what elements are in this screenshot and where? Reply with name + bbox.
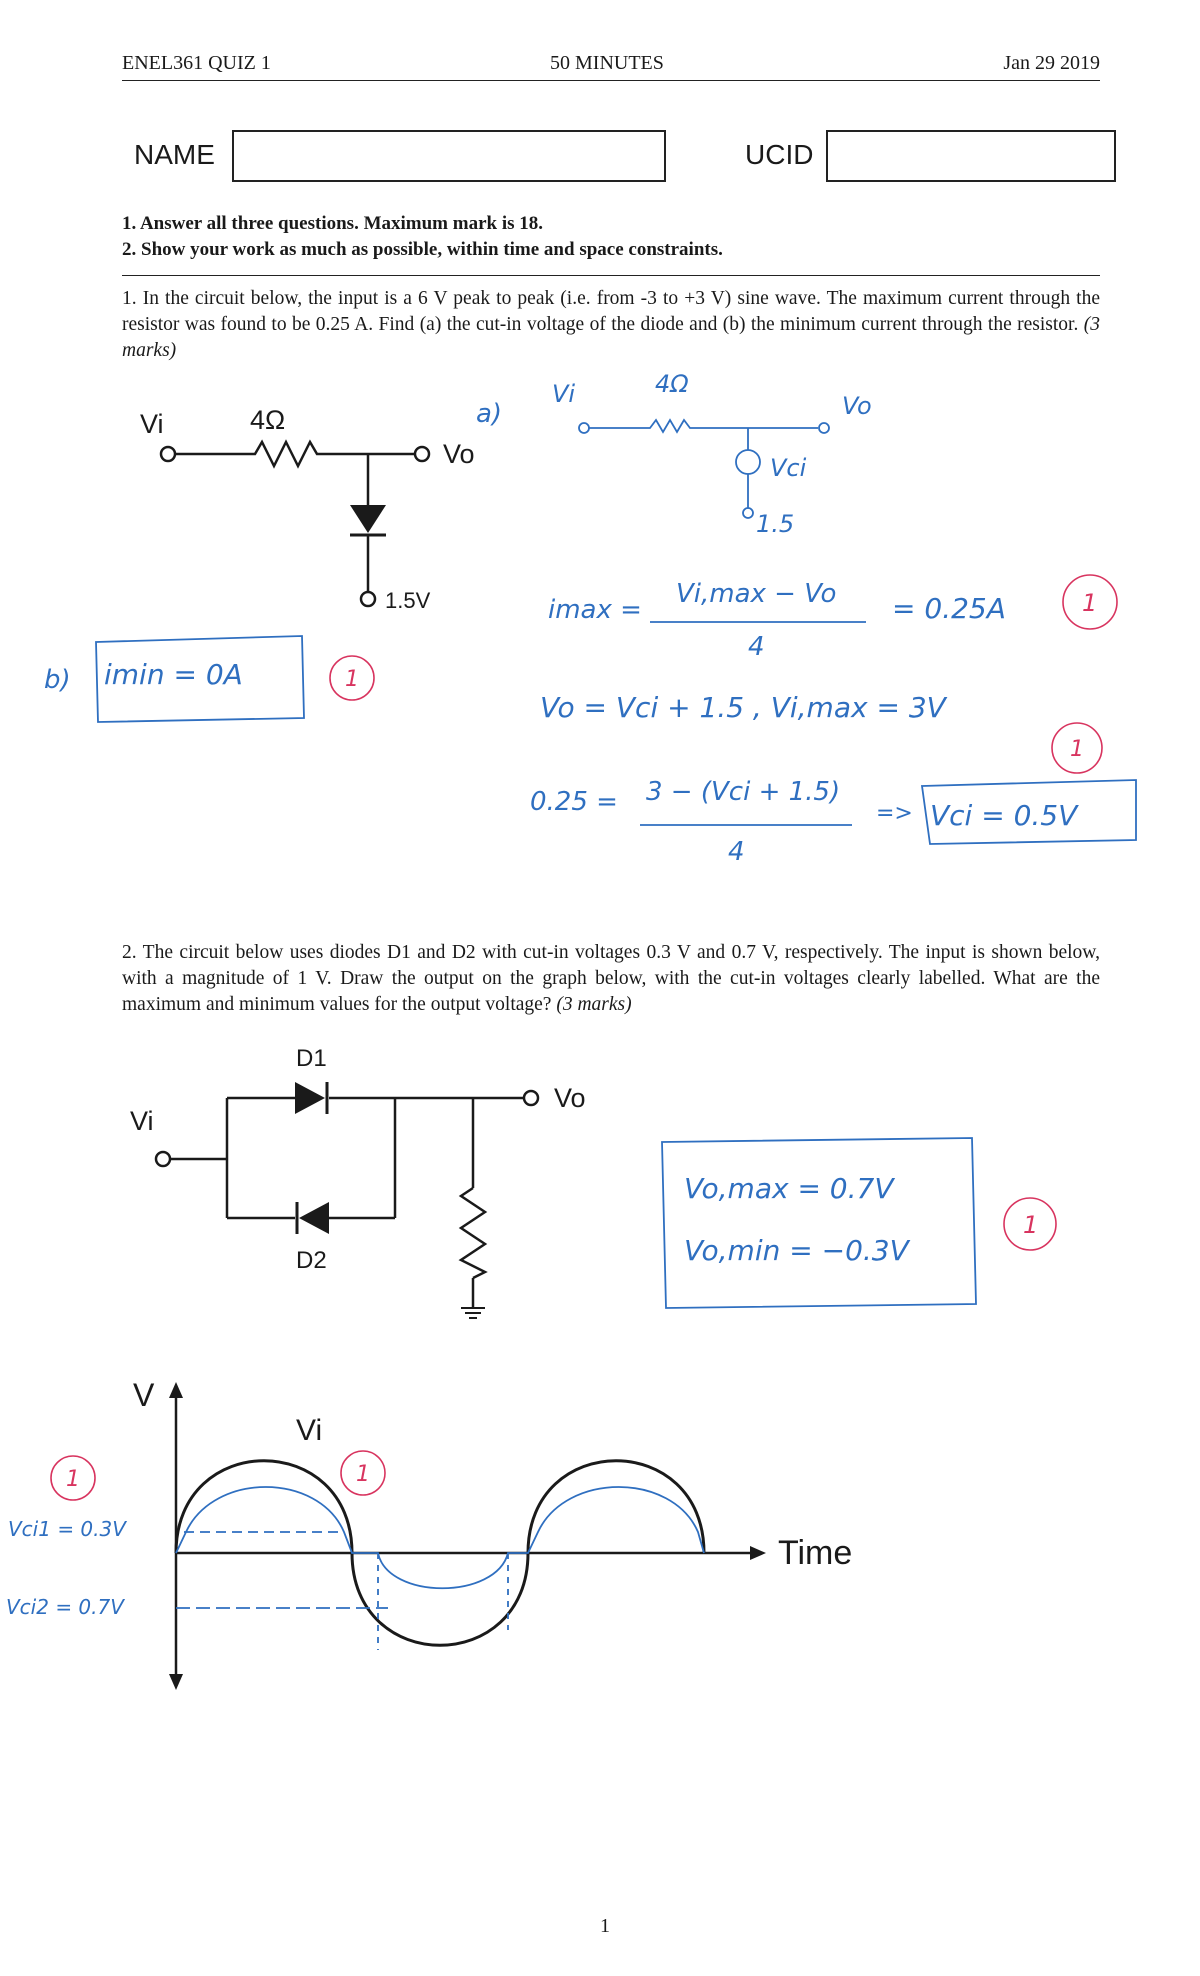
ucid-field[interactable] [826,130,1116,182]
q1-part-a-label: a) [476,399,503,429]
q1-source-label: 1.5V [385,588,431,613]
q2-d1-label: D1 [296,1045,327,1072]
name-label: NAME [134,139,215,170]
question-1-marks: (3 marks) [122,314,1100,361]
q1-resistor-label: 4Ω [250,405,286,435]
q2-vo-min: Vo,min = −0.3V [684,1234,909,1267]
output-waveform [176,1487,704,1650]
q1-sketch-src: 1.5 [756,510,795,538]
q1-mark-a: 1 [1070,737,1084,762]
q2-graph [0,1360,900,1700]
question-2-body: 2. The circuit below uses diodes D1 and D2 with cut-in voltages 0.3 V and 0.7 V, respectively. The input is shown below, with a magnitude of 1 V. Draw the output on the graph below, with the cut-in voltages clearly labelled. What are the maximum and minimum values for the output voltage? [122,942,1100,1015]
graph-y-label: V [133,1377,155,1413]
graph-curve-label: Vi [296,1414,323,1447]
q1-mark-b: 1 [345,667,359,692]
q2-circuit [120,1040,640,1320]
q2-vi-label: Vi [130,1106,154,1136]
q2-vo-max: Vo,max = 0.7V [684,1172,894,1205]
graph-x-label: Time [778,1534,853,1572]
q1-answer-a: Vci = 0.5V [930,799,1078,832]
q1-imax-rhs: = 0.25A [892,592,1006,625]
q1-answer-b: imin = 0A [104,658,243,691]
vci1-label: Vci1 = 0.3V [8,1517,126,1541]
q2-output-terminal [524,1091,538,1105]
q1-imax-numerator: Vi,max − Vo [676,579,837,609]
question-2-marks: (3 marks) [556,994,632,1015]
page-number: 1 [600,1915,610,1937]
name-field[interactable] [232,130,666,182]
q1-sketch-vo: Vo [842,392,872,420]
instruction-2: 2. Show your work as much as possible, within time and space constraints. [122,239,723,260]
q2-vo-label: Vo [554,1083,586,1113]
q2-d2-label: D2 [296,1247,327,1274]
q1-mark-imax: 1 [1082,589,1098,617]
q1-calc-lhs: 0.25 = [530,787,618,817]
q1-sketch-vi: Vi [552,380,576,408]
q1-handwritten-work [0,370,1200,890]
q1-calc-numerator: 3 − (Vci + 1.5) [646,777,841,807]
q2-input-terminal [156,1152,170,1166]
q2-mark-answer: 1 [1023,1211,1039,1239]
divider [122,275,1100,276]
question-2-text [122,940,1100,1018]
q1-calc-denominator: 4 [728,837,745,867]
ucid-label: UCID [745,139,814,170]
q2-diode-d2 [299,1202,329,1234]
exam-date: Jan 29 2019 [1003,52,1100,74]
q2-resistor [461,1188,485,1278]
q2-mark-vci: 1 [66,1467,80,1492]
q1-imax-lhs: imax = [548,595,642,625]
q1-vi-label: Vi [140,409,164,439]
q1-sketch-res: 4Ω [655,370,689,398]
question-1-body: 1. In the circuit below, the input is a 6 V peak to peak (i.e. from -3 to +3 V) sine wave. The maximum current through the resistor was found to be 0.25 A. Find (a) the cut-in voltage of the diode and (b) the minimum current through the resistor. [122,288,1100,335]
q1-vo-label: Vo [443,439,475,469]
q2-answer-work [640,1120,1080,1320]
q1-imax-denominator: 4 [748,632,765,662]
question-1-text [122,286,1100,364]
course-title: ENEL361 QUIZ 1 [122,52,271,74]
q1-part-b-label: b) [44,665,71,695]
vci2-label: Vci2 = 0.7V [6,1595,124,1619]
q1-sketch-vci: Vci [770,454,807,482]
instruction-1: 1. Answer all three questions. Maximum mark is 18. [122,213,543,234]
q1-vo-equation: Vo = Vci + 1.5 , Vi,max = 3V [540,691,946,724]
q2-mark-wave: 1 [356,1462,370,1487]
q2-answer-box [662,1138,976,1308]
duration: 50 MINUTES [550,52,664,74]
page-header [122,50,1100,81]
q1-arrow: => [876,801,913,826]
q2-ground [461,1308,485,1318]
q2-diode-d1 [295,1082,325,1114]
